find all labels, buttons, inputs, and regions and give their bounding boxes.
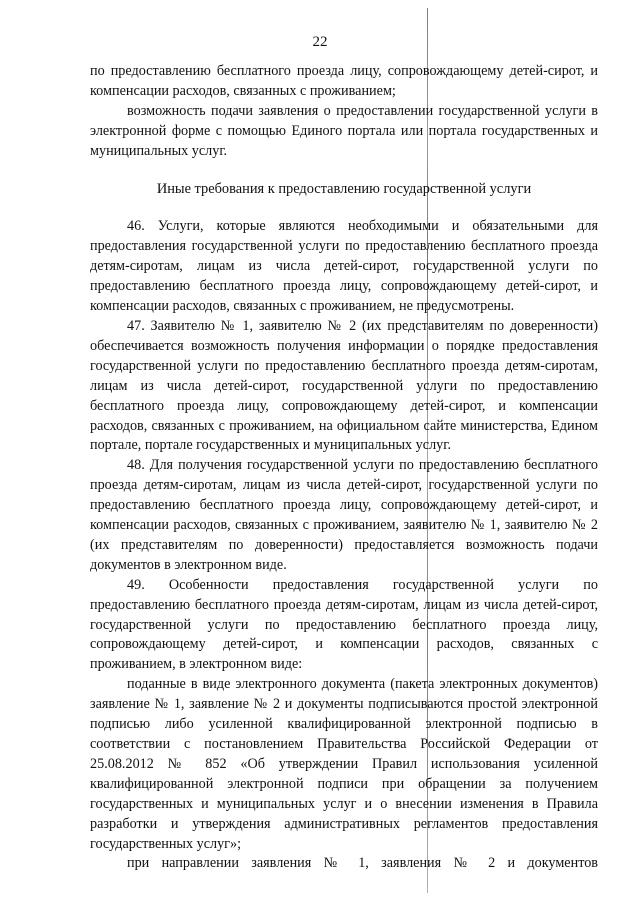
paragraph-signature-requirements: поданные в виде электронного документа (пакета электронных документов) заявление № 1, заявление № 2 и документы подписываются простой электронной подписью либо усиленной квалифицированной электронной подписью в соответствии с постановлением Правительства Российской Федерации от 25.08.2012 № 852 «Об утверждении Правил использования усиленной квалифицированной электронной подписи при обращении за получением государственных и муниципальных услуг и о внесении изменения в Правила разработки и утверждения административных регламентов предоставления государственных услуг»; bbox=[90, 676, 598, 852]
paragraph-47: 47. Заявителю № 1, заявителю № 2 (их представителям по доверенности) обеспечивается возможность получения информации о порядке предоставления государственной услуги по предоставлению бесплатного проезда детям-сиротам, лицам из числа детей-сирот, государственной услуги по предоставлению бесплатного проезда лицу, сопровождающему детей-сирот, и компенсации расходов, связанных с проживанием, на официальном сайте министерства, Едином портале, портале государственных и муниципальных услуг. bbox=[90, 317, 598, 454]
paragraph-48: 48. Для получения государственной услуги по предоставлению бесплатного проезда детям-сиротам, лицам из числа детей-сирот, государственной услуги по предоставлению бесплатного проезда лицу, сопровождающему детей-сирот, и компенсации расходов, связанных с проживанием, заявителю № 1, заявителю № 2 (их представителям по доверенности) предоставляется возможность подачи документов в электронном виде. bbox=[90, 457, 598, 573]
section-heading: Иные требования к предоставлению государственной услуги bbox=[156, 180, 532, 197]
paragraph-submission: при направлении заявления № 1, заявления № 2 и документов bbox=[127, 855, 598, 872]
paragraph-49: 49. Особенности предоставления государственной услуги по предоставлению бесплатного проезда детям-сиротам, лицам из числа детей-сирот, государственной услуги по предоставлению бесплатного проезда лицу, сопровождающему детей-сирот, и компенсации расходов, связанных с проживанием, в электронном виде: bbox=[90, 576, 598, 673]
paragraph-continuation: по предоставлению бесплатного проезда лицу, сопровождающему детей-сирот, и компенсации расходов, связанных с проживанием; bbox=[90, 63, 598, 99]
page-number: 22 bbox=[312, 34, 328, 50]
paragraph-electronic-form: возможность подачи заявления о предоставлении государственной услуги в электронной форме с помощью Единого портала или портала государственных и муниципальных услуг. bbox=[90, 102, 598, 159]
paragraph-46: 46. Услуги, которые являются необходимыми и обязательными для предоставления государственной услуги по предоставлению бесплатного проезда детям-сиротам, лицам из числа детей-сирот, государственной услуги по предоставлению бесплатного проезда лицу, сопровождающему детей-сирот, и компенсации расходов, связанных с проживанием, не предусмотрены. bbox=[90, 218, 598, 315]
document-body bbox=[90, 62, 598, 874]
